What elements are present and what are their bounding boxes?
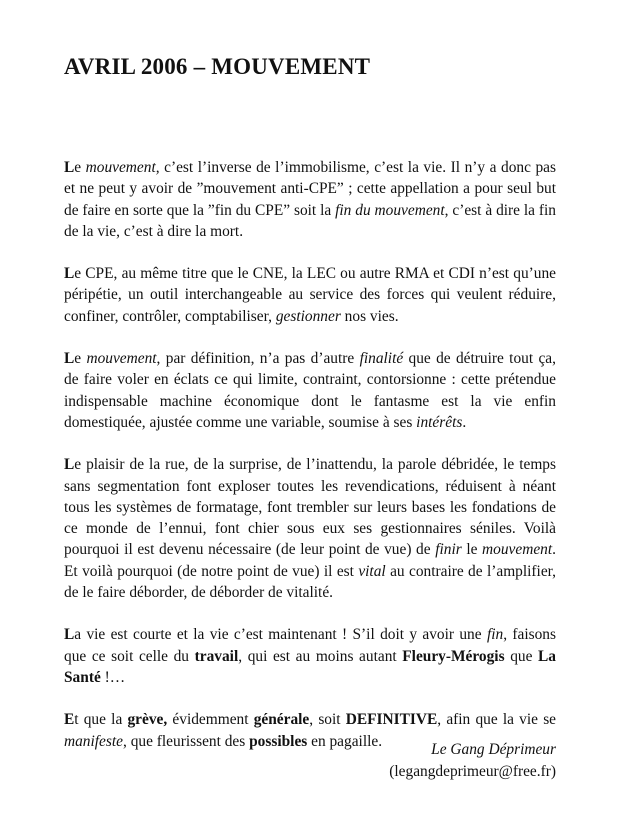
italic-text: intérêts — [416, 413, 463, 431]
bold-text: possibles — [249, 732, 308, 750]
italic-text: manifeste — [64, 732, 123, 750]
paragraph — [64, 624, 556, 688]
text-segment: , faisons que ce soit celle du — [64, 626, 556, 665]
bold-text: travail — [194, 647, 239, 665]
italic-text: gestionner — [275, 307, 341, 325]
text-segment: e — [74, 350, 87, 368]
text-segment: , soit — [309, 711, 346, 729]
text-segment: , que fleurissent des — [123, 732, 250, 750]
italic-text: fin du mouvement — [335, 201, 445, 219]
bold-text: DEFINITIVE — [345, 711, 438, 729]
text-segment: c’est l’inverse de l’immobilisme, c’est la vie. Il n’y a donc pas et ne peut y avoir de ”mouvement anti-CPE” ; cette appellation a pour seul but de faire en sorte que la ”fin du CPE” soit la — [64, 159, 556, 219]
paragraph — [64, 454, 556, 603]
text-segment: le — [461, 541, 483, 559]
text-segment: , qui est au moins autant — [238, 647, 403, 665]
body-text — [64, 157, 556, 773]
text-segment: au contraire de l’amplifier, de le faire déborder, de déborder de vitalité. — [64, 562, 557, 602]
bold-text: Fleury-Mérogis — [402, 647, 505, 665]
text-segment: en pagaille. — [307, 732, 383, 750]
text-segment: . Et voilà pourquoi (de notre point de vue) il est — [64, 541, 556, 580]
paragraph-initial: E — [64, 711, 75, 729]
signature-name: Le Gang Déprimeur — [431, 741, 556, 758]
italic-text: finir — [435, 541, 462, 559]
paragraph — [64, 263, 556, 327]
italic-text: fin — [486, 626, 504, 644]
text-segment: évidemment — [167, 711, 254, 729]
text-segment: !… — [100, 668, 126, 686]
bold-text: générale — [253, 711, 310, 729]
paragraph-initial: L — [64, 350, 75, 368]
paragraph-initial: L — [64, 456, 75, 474]
bold-text: grève, — [127, 711, 168, 729]
paragraph-initial: L — [64, 159, 75, 176]
text-segment: , c’est à dire la fin de la vie, c’est à dire la mort. — [64, 201, 557, 240]
page-title: AVRIL 2006 – MOUVEMENT — [64, 54, 371, 79]
italic-text: mouvement, — [85, 159, 160, 176]
text-segment: nos vies. — [340, 307, 399, 325]
text-segment: que — [504, 647, 539, 665]
text-segment: que de détruire tout ça, de faire voler en éclats ce qui limite, contraint, contorsionne : cette prétendue indispensable machine économique dont le fantasme est la vie enfin domestiquée, ajustée comme une variable, soumise à ses — [64, 350, 556, 431]
text-segment: e CPE, au même titre que le CNE, la LEC ou autre RMA et CDI n’est qu’une péripétie, un outil interchangeable au service des forces qui veulent réduire, confiner, contrôler, comptabiliser, — [64, 265, 556, 325]
paragraph — [64, 157, 556, 242]
italic-text: finalité — [359, 350, 404, 368]
bold-text: La Santé — [64, 647, 556, 686]
text-segment: , par définition, n’a pas d’autre — [156, 350, 360, 368]
italic-text: vital — [358, 562, 386, 580]
text-segment: a vie est courte et la vie c’est maintenant ! S’il doit y avoir une — [74, 626, 487, 644]
signature-email: (legangdeprimeur@free.fr) — [389, 763, 556, 780]
paragraph-initial: L — [64, 626, 75, 644]
paragraph — [64, 348, 556, 433]
text-segment: . — [462, 413, 467, 431]
text-segment: e — [74, 159, 86, 176]
signature — [389, 739, 556, 783]
text-segment: t que la — [74, 711, 128, 729]
text-segment: , afin que la vie se — [437, 711, 557, 729]
paragraph-initial: L — [64, 265, 75, 283]
text-segment: e plaisir de la rue, de la surprise, de l’inattendu, la parole débridée, le temps sans segmentation font exploser toutes les revendications, réduisent à néant tous les systèmes de formatage, font trembler sur leurs bases les fondations de ce monde de l’ennui, font chier sous eux ses gestionnaires séniles. Voilà pourquoi il est devenu nécessaire (de leur point de vue) de — [64, 456, 556, 559]
italic-text: mouvement — [482, 541, 553, 559]
italic-text: mouvement — [86, 350, 157, 368]
